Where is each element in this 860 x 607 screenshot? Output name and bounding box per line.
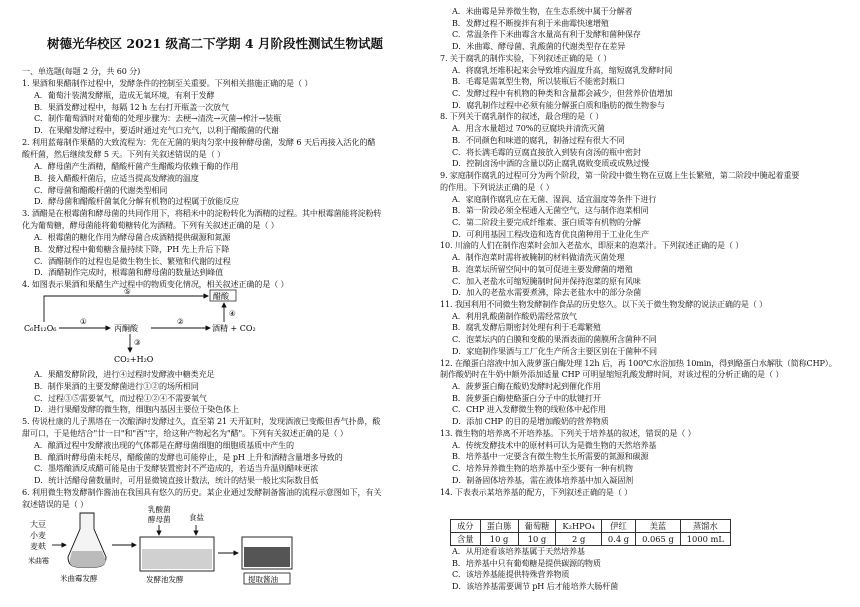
answer-option: C．墨塔酿酒反成醋可能是由于发酵装置密封不严造成的，若适当升温则醋味更浓 (34, 463, 319, 474)
question-line: 7. 关于腐乳的制作实验，下列叙述正确的是（ ） (440, 52, 612, 63)
answer-option: D．酒醋制作完成时，根霉菌和酵母菌的数量达到峰值 (34, 267, 224, 278)
answer-option: D．酵母菌和醋酸杆菌氧化分解有机物的过程属于放能反应 (34, 196, 239, 207)
question-line: 6. 利用微生物发酵制作酱油在我国具有悠久的历史。某企业通过发酵制备酱油的流程示意图如下，有关 (22, 487, 382, 497)
answer-option: A．菠萝蛋白酶在酸奶发酵时起到催化作用 (452, 381, 601, 392)
answer-option: B．腐乳发酵后期密封处理有利于毛霉繁殖 (452, 322, 601, 333)
question-line: 2. 利用蓝莓制作果醋的大致流程为：先在无菌的果肉匀浆中接种酵母菌，发酵 6 天后再接入活化的醋 (22, 137, 376, 148)
koji-ferment-label: 米曲霉发酵 (60, 574, 98, 583)
table-cell: 葡萄糖 (518, 520, 556, 533)
answer-option: D．进行果醋发酵的微生物，细胞内基因主要位于染色体上 (34, 404, 239, 415)
question-line: 8. 下列关于腐乳制作的叙述，最合理的是（ ） (440, 111, 604, 122)
question-line: 一、单选题(每题 2 分，共 60 分) (22, 66, 141, 76)
answer-option: C．酒醋制作的过程也是微生物生长、繁殖和代谢的过程 (34, 255, 231, 266)
answer-option: A．利用乳酸菌制作酸奶需经常放气 (452, 310, 577, 321)
question-line: 酸杆菌，然后继续发酵 5 天。下列有关叙述错误的是（ ） (22, 148, 225, 159)
question-line: 12. 在酿蛋白溶液中加入菠萝蛋白酶处理 12h 后，再 100℃水浴加热 10min，得到酪蛋白水解肽（简称CHP）。 (440, 357, 837, 368)
question-line: 9. 家庭制作腐乳的过程可分为两个阶段，第一阶段中微生物在豆腐上生长繁殖，第二阶段中腌起着重要 (440, 170, 800, 181)
answer-option: D．家庭制作果酒与工厂化生产所含主要区别在于菌种不同 (452, 345, 657, 356)
answer-option: A．葡萄汁装满发酵瓶，造成无氧环境，有利于发酵 (34, 89, 215, 100)
question-line: 10. 川渝的人们在制作泡菜时会加入老盐水，即原来的泡菜汁。下列叙述正确的是（ ） (440, 240, 744, 251)
answer-option: C．加入老盐水可缩短腌制时间并保持泡菜的原有风味 (452, 275, 641, 286)
table-cell: 美蓝 (636, 520, 681, 533)
main-ferment-label: 发酵池发酵 (146, 575, 184, 584)
question-line: 叙述错误的是（ ） (22, 498, 88, 509)
extract-label: 提取酱油 (248, 575, 278, 584)
answer-option: B．接入醋酸杆菌后，应适当提高发酵液的温度 (34, 172, 199, 183)
question-line: 化为葡萄糖，酵母菌能将葡萄糖转化为酒精。下列有关叙述正确的是（ ） (22, 220, 279, 231)
koji-label: 米曲霉 (28, 557, 49, 565)
input-soybean: 大豆 (30, 520, 46, 529)
answer-option: D．腐乳制作过程中必须有能分解蛋白质和脂肪的微生物参与 (452, 99, 665, 110)
table-cell: 成分 (451, 520, 481, 533)
pyruvate-label: 丙酮酸 (114, 324, 138, 333)
answer-option: B．果酒发酵过程中，每隔 12 h 左右打开瓶盖一次放气 (34, 101, 229, 112)
question-line: 1. 果酒和果醋制作过程中，发酵条件的控制至关重要。下列相关措施正确的是（ ） (22, 77, 313, 88)
table-cell: 0.4 g (601, 533, 635, 546)
answer-option: A．果醋发酵阶段，进行④过程时发酵液中糖类充足 (34, 369, 215, 379)
answer-option: B．制作果酒的主要发酵菌进行①②的场所相同 (34, 380, 199, 391)
input-wheat: 小麦 (30, 531, 46, 540)
question-line: 制作酸奶时在牛奶中额外添加适量 CHP 可明显缩短乳酸发酵时间，对该过程的分析正确的是（ ） (440, 369, 784, 380)
answer-option: D．统计活醋母菌数量时，可用显微镜直接计数法，统计的结果一般比实际数目低 (34, 475, 319, 486)
answer-option: B．毛霉是需氧型生物，所以装瓶后不能密封瓶口 (452, 76, 625, 87)
table-cell: 蒸馏水 (680, 520, 730, 533)
answer-option: D．该培养基需要调节 pH 后才能培养大肠杆菌 (452, 580, 619, 591)
answer-option: D．控制卤汤中酒的含量以防止腐乳腐败变质或成熟过慢 (452, 158, 649, 169)
answer-option: A．根霉菌的糖化作用为酵母菌合成酒精提供碳源和氮源 (34, 231, 231, 242)
step-1-label: ① (80, 317, 87, 326)
answer-option: C．该培养基能提供特殊营养物质 (452, 569, 570, 579)
answer-option: A．家庭制作腐乳应在无菌、湿润、适宜温度等条件下进行 (452, 193, 657, 204)
answer-option: B．菠萝蛋白酶使酪蛋白分子中的肽键打开 (452, 392, 601, 403)
question-line: 14. 下表表示某培养基的配方，下列叙述正确的是（ ） (440, 486, 633, 497)
answer-option: C．CHP 进入发酵微生物的线粒体中起作用 (452, 404, 606, 415)
answer-option: D．添加 CHP 的目的是增加酸奶的营养物质 (452, 416, 609, 427)
table-cell: 含量 (451, 533, 481, 546)
table-cell: 0.065 g (636, 533, 681, 546)
co2-h2o-label: CO₂+H₂O (114, 355, 154, 364)
step-5-label: ⑤ (124, 288, 131, 296)
answer-option: C．发酵过程中有机物的种类和含量都会减少，但营养价值增加 (452, 88, 673, 99)
answer-option: C．酵母菌和醋酸杆菌的代谢类型相同 (34, 184, 168, 195)
question-line: 的作用。下列说法正确的是（ ） (440, 181, 554, 192)
answer-option: A．用含水量超过 70%的豆腐块并清洗灭菌 (452, 123, 605, 134)
salt-label: 食盐 (189, 513, 204, 522)
input-bran: 麦麸 (30, 542, 46, 551)
alcohol-label: 酒精 + CO₂ (212, 324, 256, 333)
table-cell: 10 g (518, 533, 556, 546)
table-cell: 1000 mL (680, 533, 730, 546)
table-cell: 伊红 (601, 520, 635, 533)
answer-option: B．培养基中一定要含有微生物生长所需要的氮源和碳源 (452, 451, 649, 462)
figure-4-material-changes (24, 288, 284, 368)
question-line: 甜可口，于是他结合"廿一日"和"酉"字，给这种产物起名为"醋"。下列有关叙述正确的是（ ） (22, 428, 348, 438)
yeast-label: 酵母菌 (148, 515, 171, 524)
answer-option: B．酿酒时酵母菌未耗尽，醋酸菌的发酵也可能停止，是 pH 上升和酒精含量增多导致的 (34, 451, 343, 462)
step-2-label: ② (177, 317, 184, 326)
answer-option: C．过程③⑤需要氧气，而过程①②④不需要氧气 (34, 392, 207, 403)
answer-option: D．制备固体培养基，需在液体培养基中加入凝固剂 (452, 474, 634, 485)
question-line: 11. 我国利用不同微生物发酵制作食品的历史悠久。以下关于微生物发酵的说法正确的是（ ） (440, 299, 768, 309)
answer-option: A．酿酒过程中发酵液出现的气体都是在酵母菌细胞的细胞质基质中产生的 (34, 439, 294, 450)
answer-option: B．发酵过程中葡萄糖含量持续下降，PH 先上升后下降 (34, 243, 230, 254)
answer-option: B．泡菜坛所留空间中的氧可促进主要发酵菌的增殖 (452, 263, 633, 274)
answer-option: C．常温条件下米曲霉含水量高有利于发酵和菌种保存 (452, 29, 641, 40)
table-cell: 10 g (480, 533, 518, 546)
step-3-label: ③ (134, 338, 141, 347)
answer-option: C．制作葡萄酒时对葡萄的处理步骤为：去梗→清洗→灭菌→榨汁→装瓶 (34, 113, 282, 124)
answer-option: D．加入的老盐水需要煮沸，除去老盐水中的部分杂菌 (452, 287, 642, 298)
answer-option: D．可利用基因工程改造和选育优良菌种用于工业化生产 (452, 228, 649, 239)
answer-option: A．传统发酵技术中的原材料可认为是微生物的天然培养基 (452, 439, 657, 450)
question-line: 5. 传说杜康的儿子黑塔在一次酿酒时发酵过久，直至第 21 天开缸时，发现酒液已变酸但香气扑鼻，酸 (22, 416, 381, 427)
step-4-label: ④ (229, 309, 236, 318)
answer-option: A．米曲霉是异养微生物，在生态系统中属于分解者 (452, 6, 633, 16)
acid-label: 醋酸 (213, 292, 229, 301)
exam-title: 树德光华校区 2021 级高二下学期 4 月阶段性测试生物试题 (47, 36, 383, 51)
lactic-label: 乳酸菌 (148, 505, 171, 514)
answer-option: B．不同颜色和味道的腐乳，制备过程有很大不同 (452, 134, 625, 145)
question-line: 13. 微生物的培养离不开培养基。下列关于培养基的叙述，错误的是（ ） (440, 427, 696, 438)
answer-option: C．第二阶段主要完成纤维素、蛋白质等有机物的分解 (452, 216, 641, 227)
table-cell: 蛋白胨 (480, 520, 518, 533)
answer-option: B．发酵过程不断搅拌有利于米曲霉快速增殖 (452, 17, 609, 28)
table-cell: K₂HPO₄ (556, 520, 601, 533)
table-row (451, 533, 731, 546)
answer-option: C．培养异养微生物的培养基中至少要有一种有机物 (452, 463, 633, 474)
answer-option: C．泡菜坛内的白膜和变酸的果酒表面的菌膜所含菌种不同 (452, 334, 657, 345)
table-header-row (451, 520, 731, 533)
glucose-label: C₆H₁₂O₆ (24, 324, 57, 333)
answer-option: A．将腐乳坯堆积起来会导致堆内温度升高，缩短腐乳发酵时间 (452, 64, 673, 75)
answer-option: B．第一阶段必须全程通入无菌空气，这与制作泡菜相同 (452, 205, 649, 216)
answer-option: A．从用途看该培养基属于天然培养基 (452, 546, 585, 556)
figure-6-soy-sauce-flow (24, 505, 384, 600)
question-line: 3. 酒醋是在根霉菌和酵母菌的共同作用下，将稻米中的淀粉转化为酒精的过程。其中根霉菌能将淀粉转 (22, 208, 382, 219)
answer-option: D．在果醋发酵过程中，要适时通过充气口充气，以利于醋酸菌的代谢 (34, 125, 279, 136)
answer-option: A．制作泡菜时需将被腌制的材料做清洗灭菌处理 (452, 252, 625, 263)
answer-option: A．酵母菌产生酒精，醋酸杆菌产生醋酸均依赖于酶的作用 (34, 160, 239, 171)
answer-option: C．将长满毛霉的豆腐直接放入到装有卤汤的瓶中密封 (452, 146, 641, 157)
answer-option: B．培养基中只有葡萄糖是提供碳源的物质 (452, 557, 601, 568)
medium-recipe-table (450, 519, 731, 546)
question-line: 4. 如图表示果酒和果醋生产过程中的物质变化情况，相关叙述正确的是（ ） (22, 279, 289, 290)
answer-option: D．米曲霉、酵母菌、乳酸菌的代谢类型存在差异 (452, 41, 626, 52)
table-cell: 2 g (556, 533, 601, 546)
